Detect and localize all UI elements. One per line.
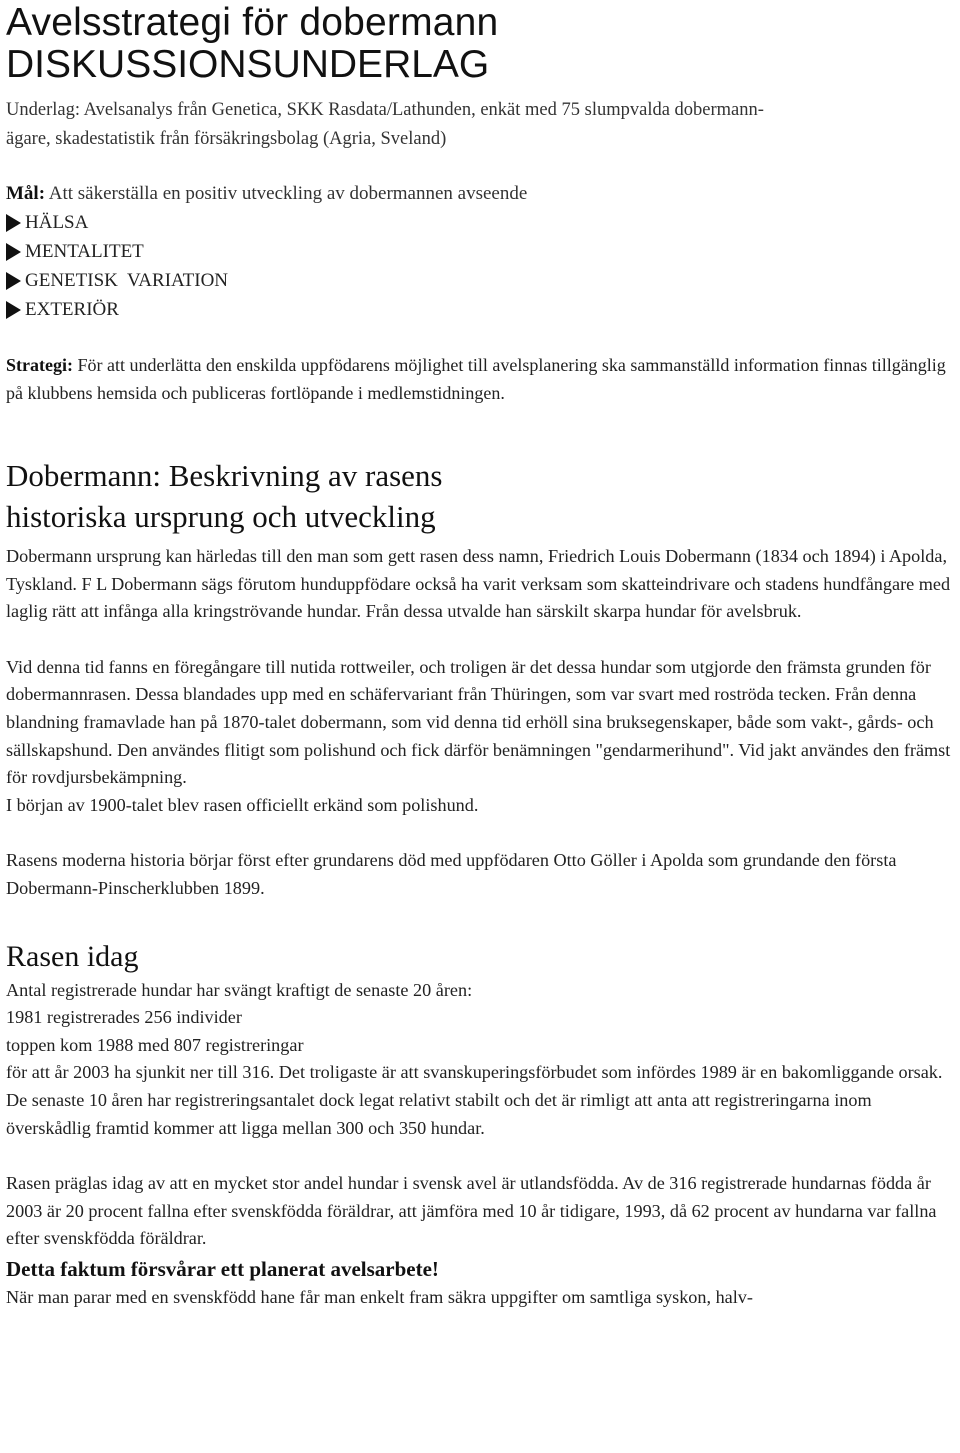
goal-list xyxy=(6,208,958,324)
last-line: När man parar med en svenskfödd hane får man enkelt fram säkra uppgifter om samtliga syskon, halv- xyxy=(6,1286,753,1307)
triangle-bullet-icon xyxy=(6,272,21,290)
today-paragraph-2: Rasen präglas idag av att en mycket stor andel hundar i svensk avel är utlandsfödda. Av de 316 registrerade hundarnas födda år 2003 är 20 procent fallna efter svenskfödda föräldrar, att jämföra med 10 år tidigare, 1993, då 62 procent av hundarna var fallna efter svenskfödda föräldrar. xyxy=(6,1173,937,1249)
document-page xyxy=(6,0,958,1311)
goal-item-label: MENTALITET xyxy=(25,241,144,262)
section-today-title: Rasen idag xyxy=(6,939,139,973)
source-line-1: Underlag: Avelsanalys från Genetica, SKK Rasdata/Lathunden, enkät med 75 slumpvalda dobermann- xyxy=(6,100,764,120)
goal-item xyxy=(6,295,958,324)
today-line-1: Antal registrerade hundar har svängt kraftigt de senaste 20 åren: xyxy=(6,979,473,1000)
fact-statement: Detta faktum försvårar ett planerat avelsarbete! xyxy=(6,1256,439,1281)
strategy-label: Strategi: xyxy=(6,355,73,375)
goal-statement xyxy=(6,180,958,208)
today-line-2: 1981 registrerades 256 individer xyxy=(6,1007,242,1028)
goal-text: Att säkerställa en positiv utveckling av dobermannen avseende xyxy=(45,183,528,204)
section-history-title-line-2: historiska ursprung och utveckling xyxy=(6,499,436,534)
history-paragraph-3: I början av 1900-talet blev rasen officiellt erkänd som polishund. xyxy=(6,794,479,815)
goal-item-label: GENETISK VARIATION xyxy=(25,270,229,291)
section-history-title-line-1: Dobermann: Beskrivning av rasens xyxy=(6,458,443,493)
today-line-3: toppen kom 1988 med 807 registreringar xyxy=(6,1034,304,1055)
history-paragraph-4: Rasens moderna historia börjar först efter grundarens död med uppfödaren Otto Göller i Apolda som grundande den första Dobermann-Pinscherklubben 1899. xyxy=(6,850,897,898)
triangle-bullet-icon xyxy=(6,214,21,232)
history-paragraph-2: Vid denna tid fanns en föregångare till nutida rottweiler, och troligen är det dessa hundar som utgjorde den främsta grunden för dobermannrasen. Dessa blandades upp med en schäfervariant från Thüringen, som var svart med roströda tecken. Från denna blandning framavlade han på 1870-talet dobermann, som vid denna tid erhöll sina bruksegenskaper, både som vakt-, gårds- och sällskapshund. Den användes flitigt som polishund och fick därför benämningen "gendarmerihund". Vid jakt användes den främst för rovdjursbekämpning. xyxy=(6,656,951,788)
history-paragraph-1: Dobermann ursprung kan härledas till den man som gett rasen dess namn, Friedrich Louis Dobermann (1834 och 1894) i Apolda, Tyskland. F L Dobermann sägs förutom hunduppfödare också ha varit verksam som skatteindrivare och stadens hundfångare med laglig rätt att infånga alla kringströvande hundar. Från dessa utvalde han särskilt skarpa hundar för avelsbruk. xyxy=(6,546,951,622)
source-line-2: ägare, skadestatistik från försäkringsbolag (Agria, Sveland) xyxy=(6,129,447,149)
goal-item xyxy=(6,266,958,295)
strategy-text: För att underlätta den enskilda uppfödarens möjlighet till avelsplanering ska sammanställd information finnas tillgänglig på klubbens hemsida och publiceras fortlöpande i medlemstidningen. xyxy=(6,355,946,403)
goal-item-label: HÄLSA xyxy=(25,212,89,233)
triangle-bullet-icon xyxy=(6,301,21,319)
goal-item-label: EXTERIÖR xyxy=(25,299,119,320)
document-title: Avelsstrategi för dobermann xyxy=(6,1,499,44)
today-paragraph-1: för att år 2003 ha sjunkit ner till 316. Det troligaste är att svanskuperingsförbudet som infördes 1989 är en bakomliggande orsak. De senaste 10 åren har registreringsantalet dock legat relativt stabilt och det är rimligt att anta att registreringarna inom överskådlig framtid kommer att ligga mellan 300 och 350 hundar. xyxy=(6,1062,943,1138)
goal-label: Mål: xyxy=(6,183,46,204)
strategy-statement xyxy=(6,351,958,407)
goal-item xyxy=(6,208,958,237)
goal-item xyxy=(6,237,958,266)
triangle-bullet-icon xyxy=(6,243,21,261)
section-history-title xyxy=(6,455,958,537)
document-subtitle: DISKUSSIONSUNDERLAG xyxy=(6,43,490,86)
